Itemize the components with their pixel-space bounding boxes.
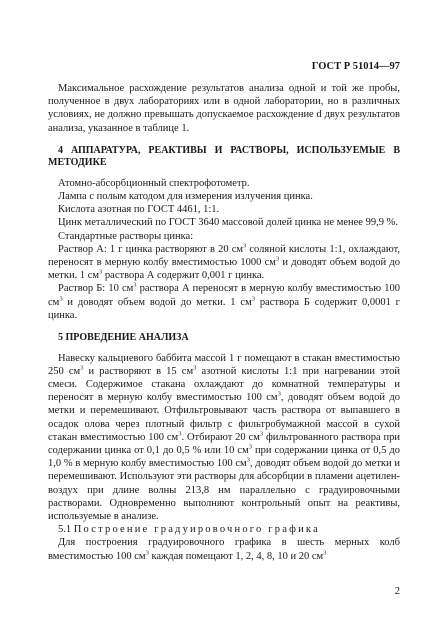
section-5-heading: 5 ПРОВЕДЕНИЕ АНАЛИЗА	[58, 332, 189, 344]
equipment-line-2: Лампа с полым катодом для измерения излучения цинка.	[58, 191, 313, 203]
equipment-line-4: Цинк металлический по ГОСТ 3640 массовой долей цинка не менее 99,9 %.	[58, 217, 398, 229]
equipment-line-3: Кислота азотная по ГОСТ 4461, 1:1.	[58, 204, 220, 216]
equipment-line-1: Атомно-абсорбционный спектрофотометр.	[58, 177, 250, 189]
intro-paragraph: Максимальное расхождение результатов анализа одной и той же пробы, полученное в двух лабораториях или в одной лаборатории, но в различных условиях, не должно превышать допускаемое расхождение d двух результатов анализа, указанное в таблице 1.	[48, 83, 400, 134]
solution-b-paragraph: Раствор Б: 10 $см^3$ раствора А переносят в мерную колбу вместимостью 100 $см^3$ и доводят объем водой до метки. 1 $см^3$ раствора Б содержит 0,0001 г цинка.	[48, 281, 400, 321]
document-body	[48, 82, 400, 563]
calibration-paragraph: Для построения градуировочного графика в шесть мерных колб вместимостью 100 $см^3$ каждая помещают 1, 2, 4, 8, 10 и 20 $см^3$	[48, 537, 400, 562]
solution-a-paragraph: Раствор А: 1 г цинка растворяют в 20 $см^3$ соляной кислоты 1:1, охлаждают, переносят в мерную колбу вместимостью 1000 $см^3$ и доводят объем водой до метки. 1 $см^3$ раствора А содержит 0,001 г цинка.	[48, 242, 400, 282]
subsection-5-1-heading: 5.1 Построение градуировочного графика	[58, 524, 320, 536]
equipment-line-5: Стандартные растворы цинка:	[58, 230, 194, 242]
procedure-paragraph: Навеску кальциевого баббита массой 1 г помещают в стакан вместимостью 250 $см^3$ и растворяют в 15 $см^3$ азотной кислоты 1:1 при нагревании этой смеси. Содержимое стакана охлаждают до комнатной температуры и переносят в мерную колбу вместимостью 100 $см^3$, доводят объем водой до метки и перемешивают. Отфильтровывают часть раствора от выпавшего в осадок олова через плотный фильтр с фильтробумажной массой в сухой стакан вместимостью 100 $см^3$. Отбирают 20 $см^3$ фильтрованного раствора при содержании цинка от 0,1 до 0,5 % или 10 $см^3$ при содержании цинка от 0,5 до 1,0 % в мерную колбу вместимостью 100 $см^3$, доводят объем водой до метки и перемешивают. Используют эти растворы для абсорбции в пламени ацетилен-воздух при длине волны 213,8 нм параллельно с градуировочными растворами. Одновременно выполняют контрольный опыт на реактивы, используемые в анализе.	[48, 352, 401, 522]
page-number: 2	[394, 586, 400, 597]
page-header: ГОСТ Р 51014—97	[311, 61, 400, 72]
section-4-heading: 4 АППАРАТУРА, РЕАКТИВЫ И РАСТВОРЫ, ИСПОЛЬЗУЕМЫЕ В МЕТОДИКЕ	[48, 144, 400, 169]
